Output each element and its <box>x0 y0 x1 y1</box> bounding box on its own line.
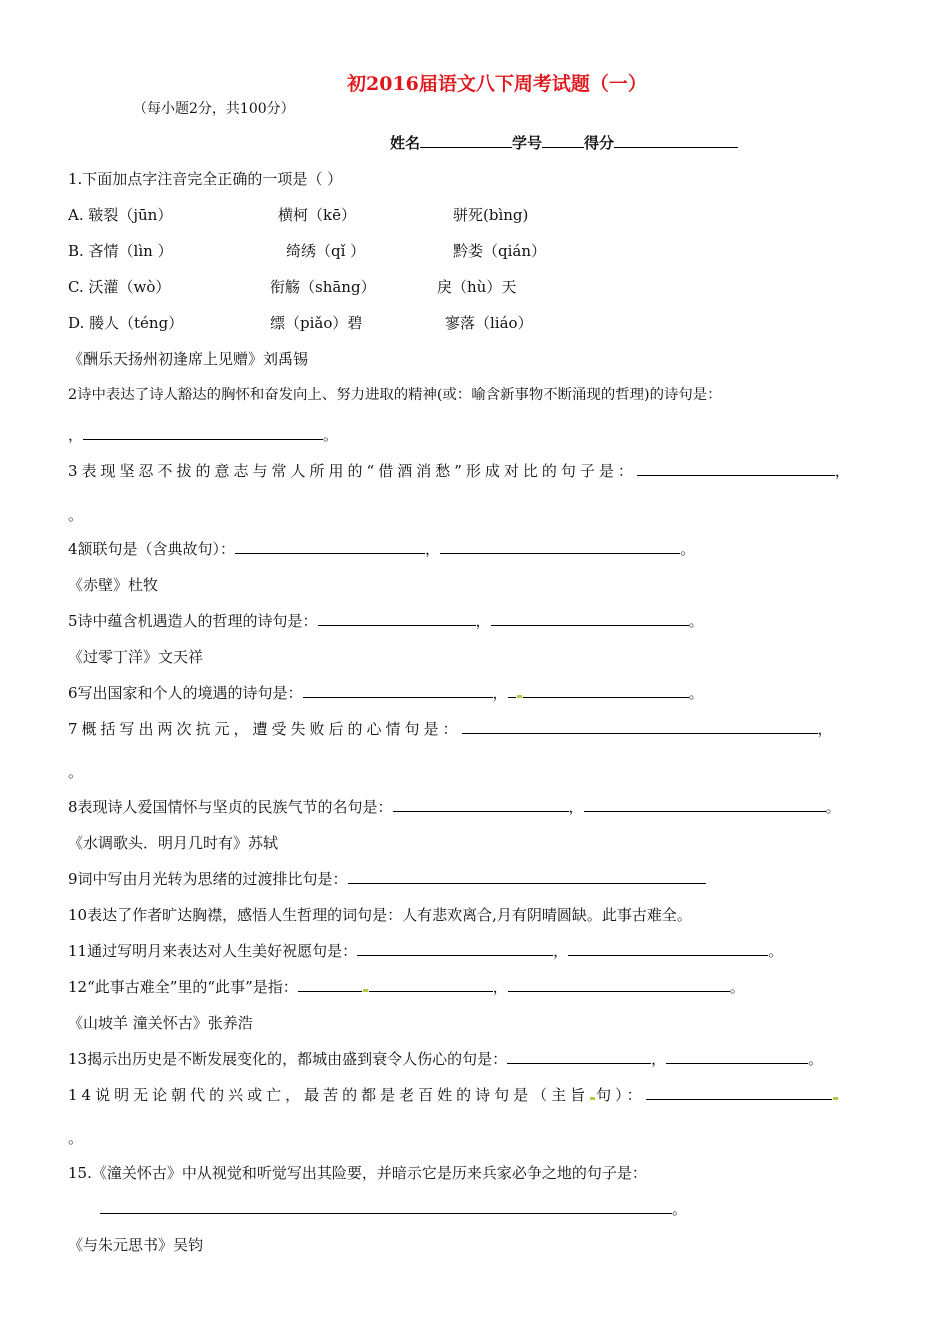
q3-end: 。 <box>68 506 84 524</box>
q14-line <box>68 1085 839 1105</box>
q6-blank-1[interactable] <box>303 683 493 698</box>
q15-blank[interactable] <box>100 1199 672 1214</box>
score-blank[interactable] <box>614 133 738 148</box>
q1-option-d-2: 缥（piǎo）碧 <box>270 314 363 332</box>
q11-text: 11通过写明月来表达对人生美好祝愿句是： <box>68 942 358 960</box>
q14-text: 14说明无论朝代的兴或亡，最苦的都是老百姓的诗句是（主旨 <box>68 1086 590 1104</box>
q14-end: 。 <box>68 1129 84 1147</box>
q1-option-c-2: 衔觞（shāng） <box>270 278 376 296</box>
q4-blank-1[interactable] <box>235 539 425 554</box>
section-heading-6: 《与朱元思书》吴钧 <box>68 1236 204 1254</box>
q8-blank-1[interactable] <box>393 797 569 812</box>
q8-blank-2[interactable] <box>584 797 826 812</box>
q15-text: 15.《潼关怀古》中从视觉和听觉写出其险要，并暗示它是历来兵家必争之地的句子是： <box>68 1164 647 1182</box>
q9-line <box>68 869 706 889</box>
page-title: 初2016届语文八下周考试题（一） <box>347 73 647 95</box>
q1-option-a-2: 横柯（kē） <box>278 206 356 224</box>
q1-option-a-1: A. 皲裂（jūn） <box>68 206 173 224</box>
q5-blank-1[interactable] <box>318 611 476 626</box>
q3-text: 3表现坚忍不拔的意志与常人所用的“借酒消愁”形成对比的句子是： <box>68 462 637 480</box>
q5-line: 5诗中蕴含机遇造人的哲理的诗句是： ， 。 <box>68 612 704 630</box>
q1-option-b-2: 绮绣（qǐ ） <box>286 242 366 260</box>
q11-line: 11通过写明月来表达对人生美好祝愿句是： ， 。 <box>68 942 784 960</box>
edit-mark <box>590 1097 595 1100</box>
q4-line: 4颔联句是（含典故句）： ， 。 <box>68 540 696 558</box>
score-note: （每小题2分，共100分） <box>133 101 295 117</box>
q1-option-d-1: D. 媵人（téng） <box>68 314 184 332</box>
q13-blank-1[interactable] <box>507 1049 651 1064</box>
q6-blank-2b[interactable] <box>523 683 689 698</box>
section-heading-2: 《赤壁》杜牧 <box>68 576 159 594</box>
q11-blank-2[interactable] <box>568 941 768 956</box>
q1-option-b-3: 黔娄（qián） <box>453 242 547 260</box>
q6-blank-2a[interactable] <box>508 683 516 698</box>
q10-text: 10表达了作者旷达胸襟，感悟人生哲理的词句是：人有悲欢离合,月有阴晴圆缺。此事古难全。 <box>68 906 692 924</box>
q9-blank[interactable] <box>348 869 706 884</box>
q1-option-b-1: B. 吝情（lìn ） <box>68 242 173 260</box>
q14-text-end: 句）： <box>596 1086 646 1104</box>
q1-option-c-3: 戾（hù）天 <box>437 278 517 296</box>
section-heading-3: 《过零丁洋》文天祥 <box>68 648 204 666</box>
q14-blank[interactable] <box>646 1085 832 1100</box>
section-heading-1: 《酬乐天扬州初逢席上见赠》刘禹锡 <box>68 350 309 368</box>
section-heading-5: 《山坡羊 潼关怀古》张养浩 <box>68 1014 253 1032</box>
q1-option-d-3: 寥落（liáo） <box>445 314 533 332</box>
q3-line: 3表现坚忍不拔的意志与常人所用的“借酒消愁”形成对比的句子是： ， <box>68 462 854 480</box>
q13-line: 13揭示出历史是不断发展变化的，都城由盛到衰令人伤心的句是： ， 。 <box>68 1050 824 1068</box>
q6-text: 6写出国家和个人的境遇的诗句是： <box>68 684 303 702</box>
student-no-blank[interactable] <box>542 133 584 148</box>
score-label: 得分 <box>584 134 615 152</box>
q12-text: 12“此事古难全”里的“此事”是指： <box>68 978 298 996</box>
q12-blank-1b[interactable] <box>369 977 493 992</box>
q1-option-c-1: C. 沃灌（wò） <box>68 278 171 296</box>
q7-blank[interactable] <box>462 719 818 734</box>
q1-stem: 1.下面加点字注音完全正确的一项是（ ） <box>68 170 343 188</box>
q6-line: 6写出国家和个人的境遇的诗句是： ， 。 <box>68 684 704 702</box>
q4-text: 4颔联句是（含典故句）： <box>68 540 236 558</box>
q8-line: 8表现诗人爱国情怀与坚贞的民族气节的名句是： ， 。 <box>68 798 841 816</box>
name-label: 姓名 <box>390 134 421 152</box>
q5-blank-2[interactable] <box>491 611 689 626</box>
q4-blank-2[interactable] <box>440 539 680 554</box>
q12-blank-2[interactable] <box>508 977 730 992</box>
edit-mark <box>363 989 368 992</box>
section-heading-4: 《水调歌头．明月几时有》苏轼 <box>68 834 279 852</box>
header-fields <box>390 133 738 153</box>
q7-line: 7概括写出两次抗元，遭受失败后的心情句是： ， <box>68 720 837 738</box>
student-no-label: 学号 <box>512 134 543 152</box>
edit-mark <box>517 695 522 698</box>
name-blank[interactable] <box>420 133 512 148</box>
q11-blank-1[interactable] <box>357 941 553 956</box>
q15-answer-line: 。 <box>100 1199 687 1219</box>
q12-blank-1a[interactable] <box>298 977 362 992</box>
q7-text: 7概括写出两次抗元，遭受失败后的心情句是： <box>68 720 462 738</box>
q2-blank[interactable] <box>83 425 323 440</box>
q8-text: 8表现诗人爱国情怀与坚贞的民族气节的名句是： <box>68 798 393 816</box>
q9-text: 9词中写由月光转为思绪的过渡排比句是： <box>68 870 348 888</box>
edit-mark <box>833 1097 838 1100</box>
q12-line: 12“此事古难全”里的“此事”是指： ， 。 <box>68 978 745 996</box>
q5-text: 5诗中蕴含机遇造人的哲理的诗句是： <box>68 612 318 630</box>
q7-end: 。 <box>68 763 84 781</box>
q13-blank-2[interactable] <box>666 1049 808 1064</box>
q3-blank[interactable] <box>637 461 835 476</box>
q2-answer-line: ， 。 <box>68 426 339 444</box>
q13-text: 13揭示出历史是不断发展变化的，都城由盛到衰令人伤心的句是： <box>68 1050 508 1068</box>
q1-option-a-3: 骈死(bìng) <box>453 206 529 224</box>
q2-text: 2诗中表达了诗人豁达的胸怀和奋发向上、努力进取的精神(或：喻含新事物不断涌现的哲理)的诗句是： <box>68 387 722 403</box>
